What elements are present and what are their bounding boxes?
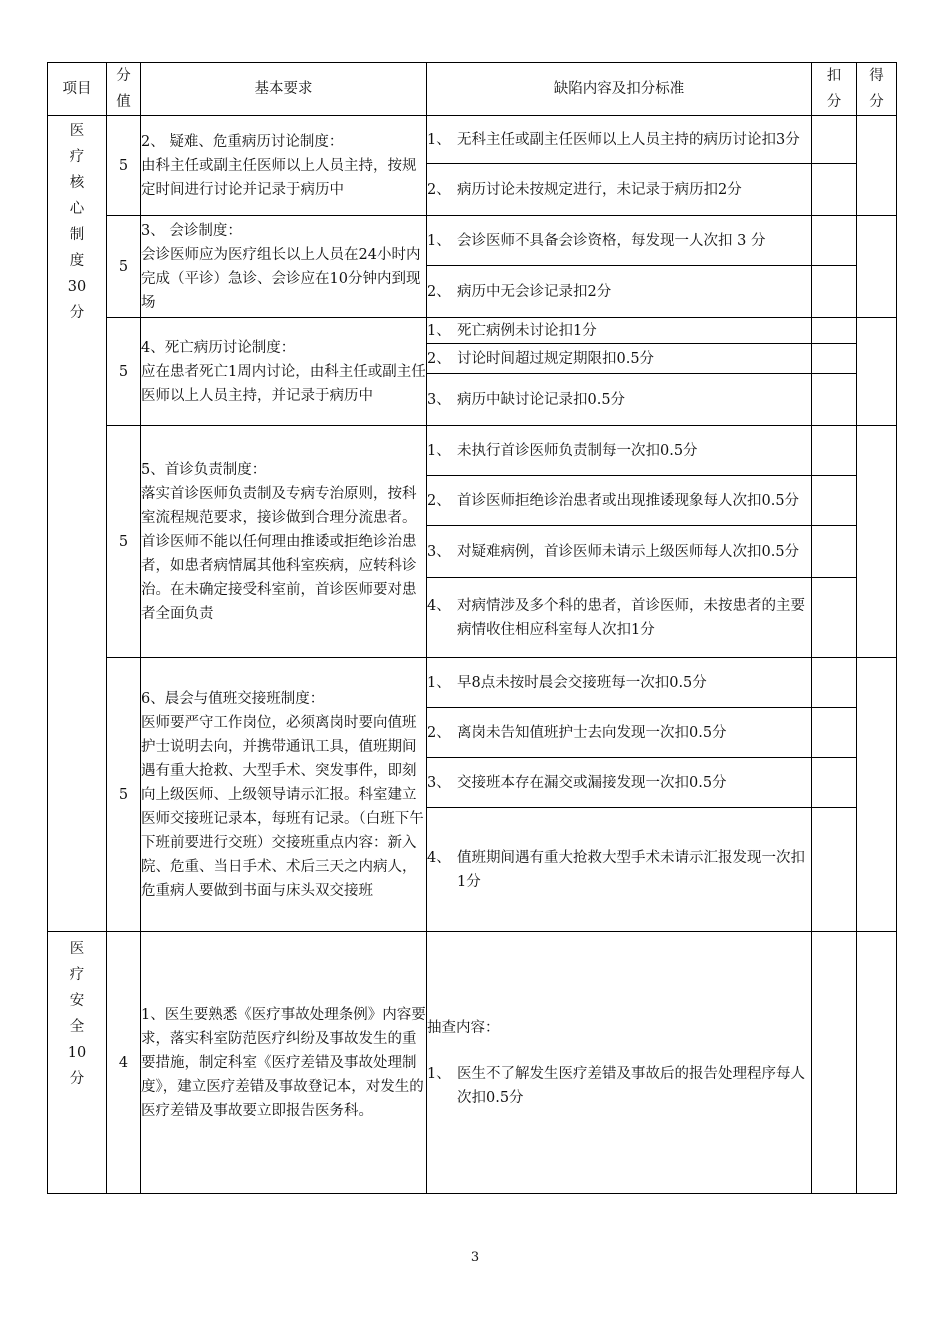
deduct-cell [812,266,857,318]
defect-text: 病历中无会诊记录扣2分 [457,283,612,300]
deduct-cell [812,426,857,476]
defect-number: 1、 [427,442,451,459]
deduct-cell [812,164,857,216]
defect-text: 未执行首诊医师负责制每一次扣0.5分 [457,442,698,459]
requirement-cell [141,426,427,658]
got-cell [857,216,897,318]
header-got: 得 分 [857,63,897,116]
defect-text: 值班期间遇有重大抢救大型手术未请示汇报发现一次扣1分 [457,849,805,890]
defect-cell [427,216,812,266]
score-cell: 5 [107,116,141,216]
defect-cell [427,318,812,344]
defect-cell [427,578,812,658]
defect-number: 2、 [427,724,451,741]
project-cell: 医 疗 安 全 10 分 [48,932,107,1194]
defect-number: 2、 [427,283,451,300]
header-score: 分 值 [107,63,141,116]
defect-cell [427,708,812,758]
defect-number: 1、 [427,322,451,339]
defect-cell [427,476,812,526]
requirement-text: 1、医生要熟悉《医疗事故处理条例》内容要求，落实科室防范医疗纠纷及事故发生的重要措施，制定科室《医疗差错及事故处理制度》，建立医疗差错及事故登记本，对发生的医疗差错及事故要立即报告医务科。 [141,1006,426,1119]
requirement-title: 3、 会诊制度： [141,222,242,239]
defect-text: 病历讨论未按规定进行，未记录于病历扣2分 [457,181,742,198]
defect-cell [427,526,812,578]
page-number: 3 [470,1250,480,1265]
defect-number: 1、 [427,674,451,691]
got-cell [857,932,897,1194]
requirement-title: 6、晨会与值班交接班制度： [141,690,325,707]
deduct-cell [812,476,857,526]
table-row [48,318,897,344]
scoring-table [47,62,897,1194]
defect-text: 离岗未告知值班护士去向发现一次扣0.5分 [457,724,727,741]
defect-cell [427,344,812,374]
score-cell: 5 [107,318,141,426]
defect-text: 早8点未按时晨会交接班每一次扣0.5分 [457,674,707,691]
defect-number: 3、 [427,391,451,408]
requirement-text: 应在患者死亡1周内讨论，由科主任或副主任医师以上人员主持，并记录于病历中 [141,363,426,404]
requirement-title: 5、首诊负责制度： [141,461,267,478]
defect-number: 1、 [427,232,451,249]
requirement-text: 落实首诊医师负责制及专病专治原则，按科室流程规范要求，接诊做到合理分流患者。首诊医师不能以任何理由推诿或拒绝诊治患者，如患者病情属其他科室疾病，应转科诊治。在未确定接受科室前，首诊医师要对患者全面负责 [141,485,417,622]
defect-number: 2、 [427,492,451,509]
defect-cell [427,758,812,808]
deduct-cell [812,708,857,758]
requirement-cell [141,116,427,216]
deduct-cell [812,526,857,578]
deduct-cell [812,216,857,266]
got-cell [857,426,897,658]
score-cell: 4 [107,932,141,1194]
score-cell: 5 [107,658,141,932]
deduct-cell [812,344,857,374]
check-label: 抽查内容： [427,1019,500,1036]
defect-text: 医生不了解发生医疗差错及事故后的报告处理程序每人次扣0.5分 [457,1065,805,1106]
defect-cell [427,658,812,708]
defect-text: 死亡病例未讨论扣1分 [457,322,597,339]
defect-text: 无科主任或副主任医师以上人员主持的病历讨论扣3分 [457,131,800,148]
defect-number: 3、 [427,774,451,791]
defect-number: 1、 [427,131,451,148]
requirement-cell [141,658,427,932]
defect-number: 4、 [427,597,451,614]
defect-text: 会诊医师不具备会诊资格，每发现一人次扣 3 分 [457,232,766,249]
score-cell: 5 [107,216,141,318]
defect-text: 交接班本存在漏交或漏接发现一次扣0.5分 [457,774,727,791]
header-defect: 缺陷内容及扣分标准 [427,63,812,116]
header-deduct: 扣 分 [812,63,857,116]
requirement-cell [141,318,427,426]
defect-cell [427,808,812,932]
table-row [48,216,897,266]
table-row [48,932,897,1194]
project-cell: 医 疗 核 心 制 度 30 分 [48,116,107,932]
defect-cell [427,164,812,216]
deduct-cell [812,932,857,1194]
defect-text: 对疑难病例，首诊医师未请示上级医师每人次扣0.5分 [457,543,800,560]
header-row [48,63,897,116]
defect-number: 2、 [427,350,451,367]
defect-cell [427,932,812,1194]
deduct-cell [812,808,857,932]
deduct-cell [812,658,857,708]
requirement-cell [141,216,427,318]
defect-text: 病历中缺讨论记录扣0.5分 [457,391,626,408]
deduct-cell [812,374,857,426]
header-requirement: 基本要求 [141,63,427,116]
defect-text: 讨论时间超过规定期限扣0.5分 [457,350,655,367]
defect-number: 1、 [427,1065,451,1082]
deduct-cell [812,116,857,164]
defect-number: 3、 [427,543,451,560]
deduct-cell [812,318,857,344]
deduct-cell [812,758,857,808]
defect-number: 4、 [427,849,451,866]
requirement-text: 医师要严守工作岗位，必须离岗时要向值班护士说明去向，并携带通讯工具，值班期间遇有重大抢救、大型手术、突发事件，即刻向上级医师、上级领导请示汇报。科室建立医师交接班记录本，每班有记录。（白班下午下班前要进行交班）交接班重点内容：新入院、危重、当日手术、术后三天之内病人，危重病人要做到书面与床头双交接班 [141,714,424,899]
defect-cell [427,116,812,164]
got-cell [857,116,897,216]
header-project: 项目 [48,63,107,116]
defect-cell [427,426,812,476]
table-row [48,426,897,476]
requirement-cell [141,932,427,1194]
defect-number: 2、 [427,181,451,198]
requirement-title: 2、 疑难、危重病历讨论制度： [141,133,344,150]
deduct-cell [812,578,857,658]
defect-cell [427,374,812,426]
requirement-title: 4、死亡病历讨论制度： [141,339,296,356]
table-row [48,116,897,164]
requirement-text: 由科主任或副主任医师以上人员主持，按规定时间进行讨论并记录于病历中 [141,157,417,198]
table-row [48,658,897,708]
requirement-text: 会诊医师应为医疗组长以上人员在24小时内完成（平诊）急诊、会诊应在10分钟内到现场 [141,246,421,311]
score-cell: 5 [107,426,141,658]
got-cell [857,318,897,426]
defect-text: 首诊医师拒绝诊治患者或出现推诿现象每人次扣0.5分 [457,492,800,509]
defect-cell [427,266,812,318]
defect-text: 对病情涉及多个科的患者，首诊医师，未按患者的主要病情收住相应科室每人次扣1分 [457,597,805,638]
got-cell [857,658,897,932]
